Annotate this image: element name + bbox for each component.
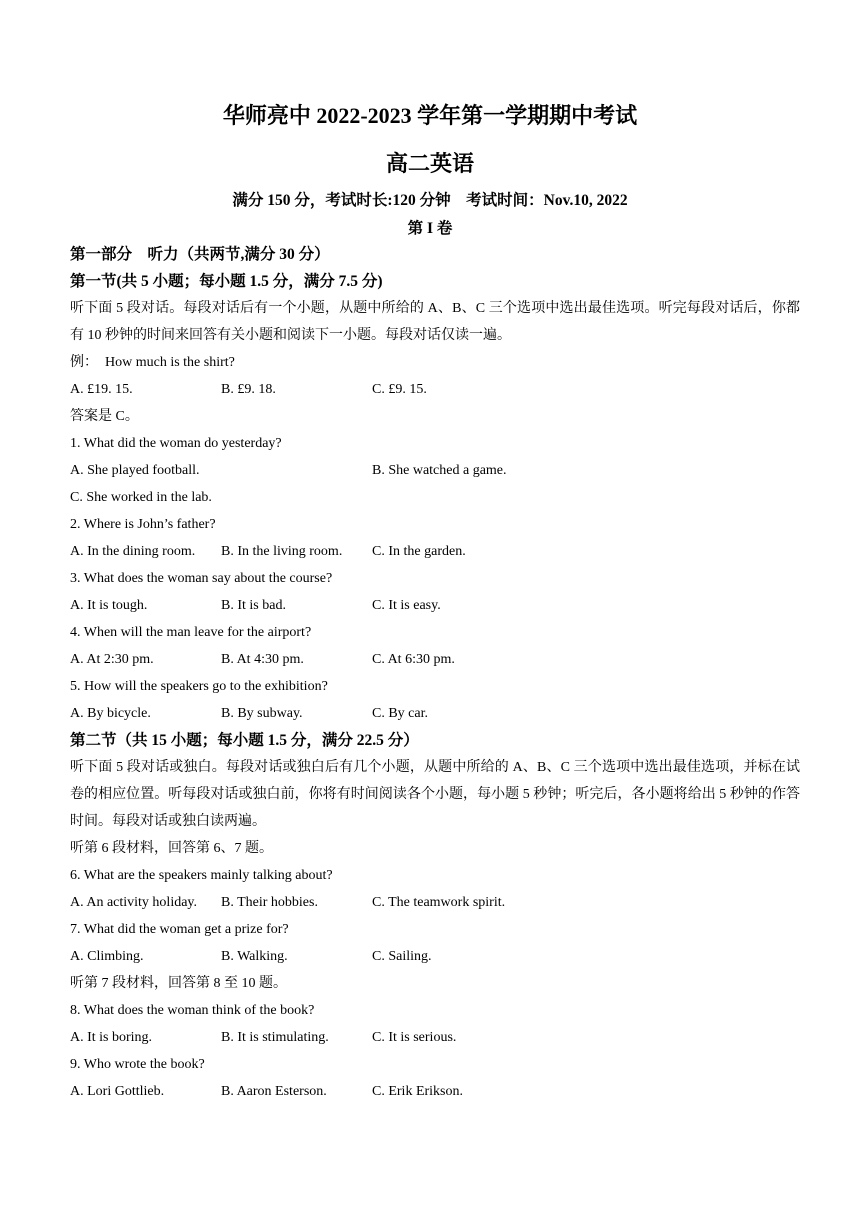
question-8: 8. What does the woman think of the book? <box>70 1003 315 1018</box>
example-question: 例： How much is the shirt? <box>70 355 235 370</box>
option-a: A. £19. 15. <box>70 382 133 397</box>
option-b: B. £9. 18. <box>221 382 276 397</box>
option-c: C. In the garden. <box>372 544 466 559</box>
material-7-note: 听第 7 段材料，回答第 8 至 10 题。 <box>70 976 287 991</box>
question-5-options <box>70 700 800 727</box>
option-b: B. At 4:30 pm. <box>221 652 304 667</box>
option-a: A. Lori Gottlieb. <box>70 1084 165 1099</box>
exam-title: 华师亮中 2022-2023 学年第一学期期中考试 <box>222 103 638 128</box>
question-3-options <box>70 592 800 619</box>
exam-subtitle: 高二英语 <box>385 151 474 176</box>
question-4: 4. When will the man leave for the airport? <box>70 625 312 640</box>
question-6: 6. What are the speakers mainly talking about? <box>70 868 333 883</box>
option-b: B. Walking. <box>221 949 288 964</box>
option-b: B. It is bad. <box>221 598 286 613</box>
option-a: A. It is tough. <box>70 598 148 613</box>
option-c: C. Erik Erikson. <box>372 1084 463 1099</box>
exam-meta: 满分 150 分，考试时长:120 分钟 考试时间：Nov.10, 2022 <box>232 192 628 209</box>
option-b: B. By subway. <box>221 706 303 721</box>
question-7: 7. What did the woman get a prize for? <box>70 922 289 937</box>
option-a: A. It is boring. <box>70 1030 153 1045</box>
section2-heading: 第二节（共 15 小题；每小题 1.5 分，满分 22.5 分） <box>70 732 419 749</box>
example-answer: 答案是 C。 <box>70 409 139 424</box>
question-1: 1. What did the woman do yesterday? <box>70 436 282 451</box>
volume-label: 第 I 卷 <box>407 220 453 237</box>
section1-instructions: 听下面 5 段对话。每段对话后有一个小题，从题中所给的 A、B、C 三个选项中选出最佳选项。听完每段对话后，你都有 10 秒钟的时间来回答有关小题和阅读下一小题。每段对话仅读一遍。 <box>70 301 800 343</box>
question-1-options <box>70 457 800 484</box>
section1-heading: 第一节(共 5 小题；每小题 1.5 分，满分 7.5 分) <box>70 273 383 290</box>
option-b: B. Their hobbies. <box>221 895 318 910</box>
option-b: B. It is stimulating. <box>221 1030 329 1045</box>
option-b: B. In the living room. <box>221 544 343 559</box>
option-c: C. Sailing. <box>372 949 432 964</box>
question-6-options <box>70 889 800 916</box>
option-c: C. The teamwork spirit. <box>372 895 506 910</box>
question-9-options <box>70 1078 800 1105</box>
question-8-options <box>70 1024 800 1051</box>
option-c: C. By car. <box>372 706 428 721</box>
option-a: A. By bicycle. <box>70 706 151 721</box>
option-a: A. At 2:30 pm. <box>70 652 154 667</box>
question-7-options <box>70 943 800 970</box>
material-6-note: 听第 6 段材料，回答第 6、7 题。 <box>70 841 273 856</box>
option-c: C. £9. 15. <box>372 382 427 397</box>
question-5: 5. How will the speakers go to the exhibition? <box>70 679 328 694</box>
option-b: B. She watched a game. <box>372 463 507 478</box>
option-c: C. At 6:30 pm. <box>372 652 455 667</box>
question-2: 2. Where is John’s father? <box>70 517 216 532</box>
section2-instructions: 听下面 5 段对话或独白。每段对话或独白后有几个小题，从题中所给的 A、B、C 三个选项中选出最佳选项，并标在试卷的相应位置。听每段对话或独白前，你将有时间阅读各个小题，每小题 5 秒钟；听完后，各小题将给出 5 秒钟的作答时间。每段对话或独白读两遍。 <box>70 760 800 829</box>
exam-content <box>70 241 800 1105</box>
option-c: C. It is serious. <box>372 1030 457 1045</box>
option-a: A. In the dining room. <box>70 544 196 559</box>
option-a: A. She played football. <box>70 463 200 478</box>
example-options <box>70 376 800 403</box>
question-2-options <box>70 538 800 565</box>
part1-heading: 第一部分 听力（共两节,满分 30 分） <box>70 246 330 263</box>
question-1-option-c: C. She worked in the lab. <box>70 490 212 505</box>
option-c: C. It is easy. <box>372 598 441 613</box>
question-9: 9. Who wrote the book? <box>70 1057 205 1072</box>
option-a: A. Climbing. <box>70 949 144 964</box>
option-a: A. An activity holiday. <box>70 895 198 910</box>
question-3: 3. What does the woman say about the course? <box>70 571 333 586</box>
option-b: B. Aaron Esterson. <box>221 1084 327 1099</box>
question-4-options <box>70 646 800 673</box>
